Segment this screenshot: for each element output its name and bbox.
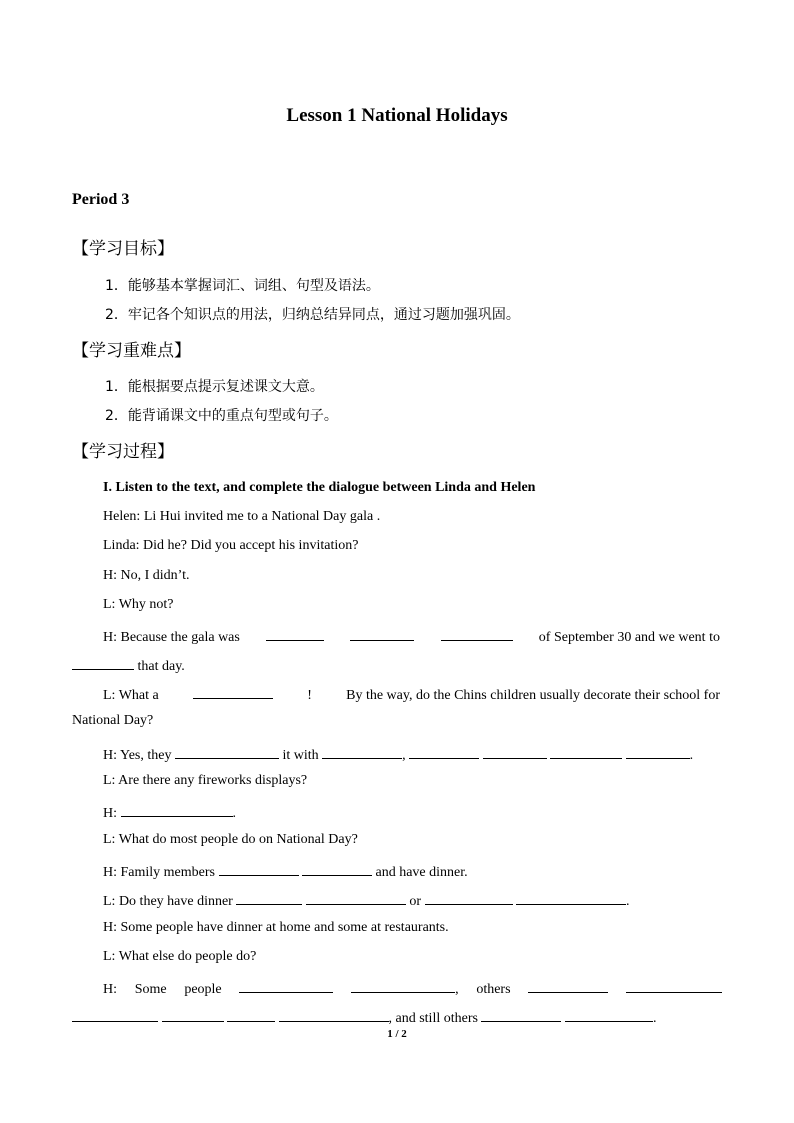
period-heading: Period 3 (72, 191, 130, 208)
dialogue-text: L: What a (103, 688, 159, 703)
dialogue-text: H: (103, 982, 117, 997)
dialogue-text: people (184, 982, 222, 997)
key-point-item: 2．能背诵课文中的重点句型或句子。 (105, 408, 338, 424)
dialogue-line: National Day? (72, 713, 154, 728)
dialogue-text: . (689, 748, 694, 763)
fill-blank[interactable] (279, 1007, 389, 1022)
fill-blank[interactable] (227, 1007, 275, 1022)
dialogue-line (72, 1007, 656, 1027)
fill-blank[interactable] (409, 744, 479, 759)
exercise-instruction: I. Listen to the text, and complete the dialogue between Linda and Helen (103, 480, 536, 495)
dialogue-text: , (402, 748, 406, 763)
goal-item: 2．牢记各个知识点的用法，归纳总结异同点，通过习题加强巩固。 (105, 307, 520, 323)
fill-blank[interactable] (350, 626, 414, 641)
dialogue-line (103, 684, 720, 704)
document-title: Lesson 1 National Holidays (286, 105, 508, 126)
key-point-item: 1．能根据要点提示复述课文大意。 (105, 379, 324, 395)
dialogue-line (72, 655, 185, 675)
dialogue-text: ! (307, 688, 312, 703)
fill-blank[interactable] (441, 626, 513, 641)
dialogue-text: H: Yes, they (103, 748, 172, 763)
section-heading-key-points: 【学习重难点】 (72, 341, 191, 361)
dialogue-line: H: No, I didn’t. (103, 568, 190, 583)
dialogue-text: H: Family members (103, 865, 215, 880)
dialogue-line: Linda: Did he? Did you accept his invitation? (103, 538, 359, 553)
fill-blank[interactable] (528, 978, 608, 993)
fill-blank[interactable] (550, 744, 622, 759)
fill-blank[interactable] (193, 684, 273, 699)
fill-blank[interactable] (121, 802, 233, 817)
dialogue-text: others (476, 982, 511, 997)
dialogue-text: Some (134, 982, 167, 997)
section-heading-goals: 【学习目标】 (72, 239, 174, 259)
dialogue-text: . (232, 806, 236, 821)
dialogue-line (103, 802, 236, 822)
page-number: 1 / 2 (387, 1028, 407, 1040)
fill-blank[interactable] (306, 890, 406, 905)
dialogue-line (103, 861, 468, 881)
dialogue-line: L: Are there any fireworks displays? (103, 773, 308, 788)
dialogue-text: that day. (137, 659, 185, 674)
dialogue-line: L: What do most people do on National Day? (103, 832, 358, 847)
dialogue-text: it with (282, 748, 319, 763)
fill-blank[interactable] (72, 655, 134, 670)
fill-blank[interactable] (162, 1007, 224, 1022)
fill-blank[interactable] (516, 890, 626, 905)
dialogue-text: L: Do they have dinner (103, 894, 233, 909)
fill-blank[interactable] (266, 626, 324, 641)
section-heading-process: 【学习过程】 (72, 442, 174, 462)
dialogue-line (103, 890, 630, 910)
dialogue-text: , (455, 982, 459, 997)
dialogue-line (103, 744, 693, 764)
dialogue-text: , and still others (388, 1011, 478, 1026)
fill-blank[interactable] (302, 861, 372, 876)
fill-blank[interactable] (425, 890, 513, 905)
dialogue-line: H: Some people have dinner at home and some at restaurants. (103, 920, 449, 935)
dialogue-text: H: Because the gala was (103, 630, 240, 645)
dialogue-line (103, 978, 722, 998)
fill-blank[interactable] (626, 744, 690, 759)
dialogue-line: L: Why not? (103, 597, 174, 612)
dialogue-text: . (652, 1011, 657, 1026)
fill-blank[interactable] (236, 890, 302, 905)
dialogue-line: Helen: Li Hui invited me to a National Day gala . (103, 509, 381, 524)
dialogue-text: H: (103, 806, 117, 821)
dialogue-text: . (626, 894, 630, 909)
fill-blank[interactable] (626, 978, 722, 993)
fill-blank[interactable] (565, 1007, 653, 1022)
fill-blank[interactable] (481, 1007, 561, 1022)
fill-blank[interactable] (483, 744, 547, 759)
fill-blank[interactable] (175, 744, 279, 759)
fill-blank[interactable] (219, 861, 299, 876)
dialogue-text: or (409, 894, 422, 909)
goal-item: 1．能够基本掌握词汇、词组、句型及语法。 (105, 278, 380, 294)
fill-blank[interactable] (239, 978, 333, 993)
dialogue-line: L: What else do people do? (103, 949, 257, 964)
dialogue-text: By the way, do the Chins children usually decorate their school for (346, 688, 720, 703)
fill-blank[interactable] (72, 1007, 158, 1022)
dialogue-text: of September 30 and we went to (538, 630, 720, 645)
fill-blank[interactable] (322, 744, 402, 759)
dialogue-text: and have dinner. (375, 865, 468, 880)
fill-blank[interactable] (351, 978, 455, 993)
dialogue-line (103, 626, 720, 646)
